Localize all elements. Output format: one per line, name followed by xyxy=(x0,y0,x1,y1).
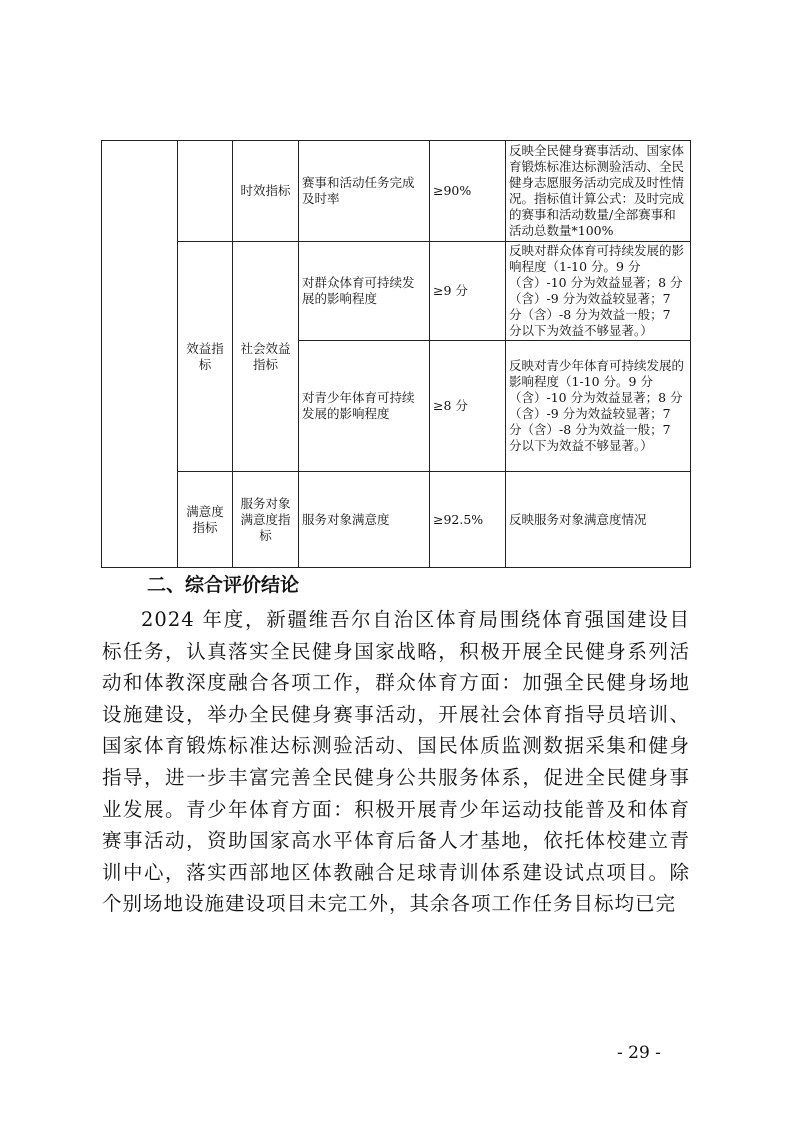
level1-empty-cell xyxy=(178,141,233,242)
level1-cell: 效益指标 xyxy=(178,242,233,472)
description-cell: 反映对群众体育可持续发展的影响程度（1-10 分。9 分（含）-10 分为效益显著；8 分（含）-9 分为效益较显著；7 分（含）-8 分为效益一般；7 分以下为效益不够显著。） xyxy=(506,242,691,341)
value-cell: ≥9 分 xyxy=(430,242,506,341)
indicator-cell: 对群众体育可持续发展的影响程度 xyxy=(299,242,430,341)
body-paragraph: 2024 年度，新疆维吾尔自治区体育局围绕体育强国建设目标任务，认真落实全民健身国家战略，积极开展全民健身系列活动和体教深度融合各项工作，群众体育方面：加强全民健身场地设施建设，举办全民健身赛事活动，开展社会体育指导员培训、国家体育锻炼标准达标测验活动、国民体质监测数据采集和健身指导，进一步丰富完善全民健身公共服务体系，促进全民健身事业发展。青少年体育方面：积极开展青少年运动技能普及和体育赛事活动，资助国家高水平体育后备人才基地，依托体校建立青训中心，落实西部地区体教融合足球青训体系建设试点项目。除个别场地设施建设项目未完工外，其余各项工作任务目标均已完 xyxy=(102,608,690,916)
description-cell: 反映对青少年体育可持续发展的影响程度（1-10 分。9 分（含）-10 分为效益显著；8 分（含）-9 分为效益较显著；7 分（含）-8 分为效益一般；7 分以下为效益不够显著。） xyxy=(506,341,691,472)
value-cell: ≥8 分 xyxy=(430,341,506,472)
page-number: - 29 - xyxy=(617,1043,661,1063)
performance-indicator-table xyxy=(101,140,691,568)
level2-cell: 时效指标 xyxy=(233,141,299,242)
level1-cell: 满意度指标 xyxy=(178,472,233,568)
indicator-cell: 服务对象满意度 xyxy=(299,472,430,568)
indicator-cell: 赛事和活动任务完成及时率 xyxy=(299,141,430,242)
table-row xyxy=(102,472,691,568)
level1-empty-cell xyxy=(102,141,178,568)
description-cell: 反映服务对象满意度情况 xyxy=(506,472,691,568)
level2-cell: 社会效益指标 xyxy=(233,242,299,472)
table-row xyxy=(102,141,691,242)
description-cell: 反映全民健身赛事活动、国家体育锻炼标准达标测验活动、全民健身志愿服务活动完成及时性情况。指标值计算公式：及时完成的赛事和活动数量/全部赛事和活动总数量*100% xyxy=(506,141,691,242)
indicator-cell: 对青少年体育可持续发展的影响程度 xyxy=(299,341,430,472)
value-cell: ≥90% xyxy=(430,141,506,242)
section-heading: 二、综合评价结论 xyxy=(147,574,300,596)
table-row xyxy=(102,242,691,341)
level2-cell: 服务对象满意度指标 xyxy=(233,472,299,568)
value-cell: ≥92.5% xyxy=(430,472,506,568)
